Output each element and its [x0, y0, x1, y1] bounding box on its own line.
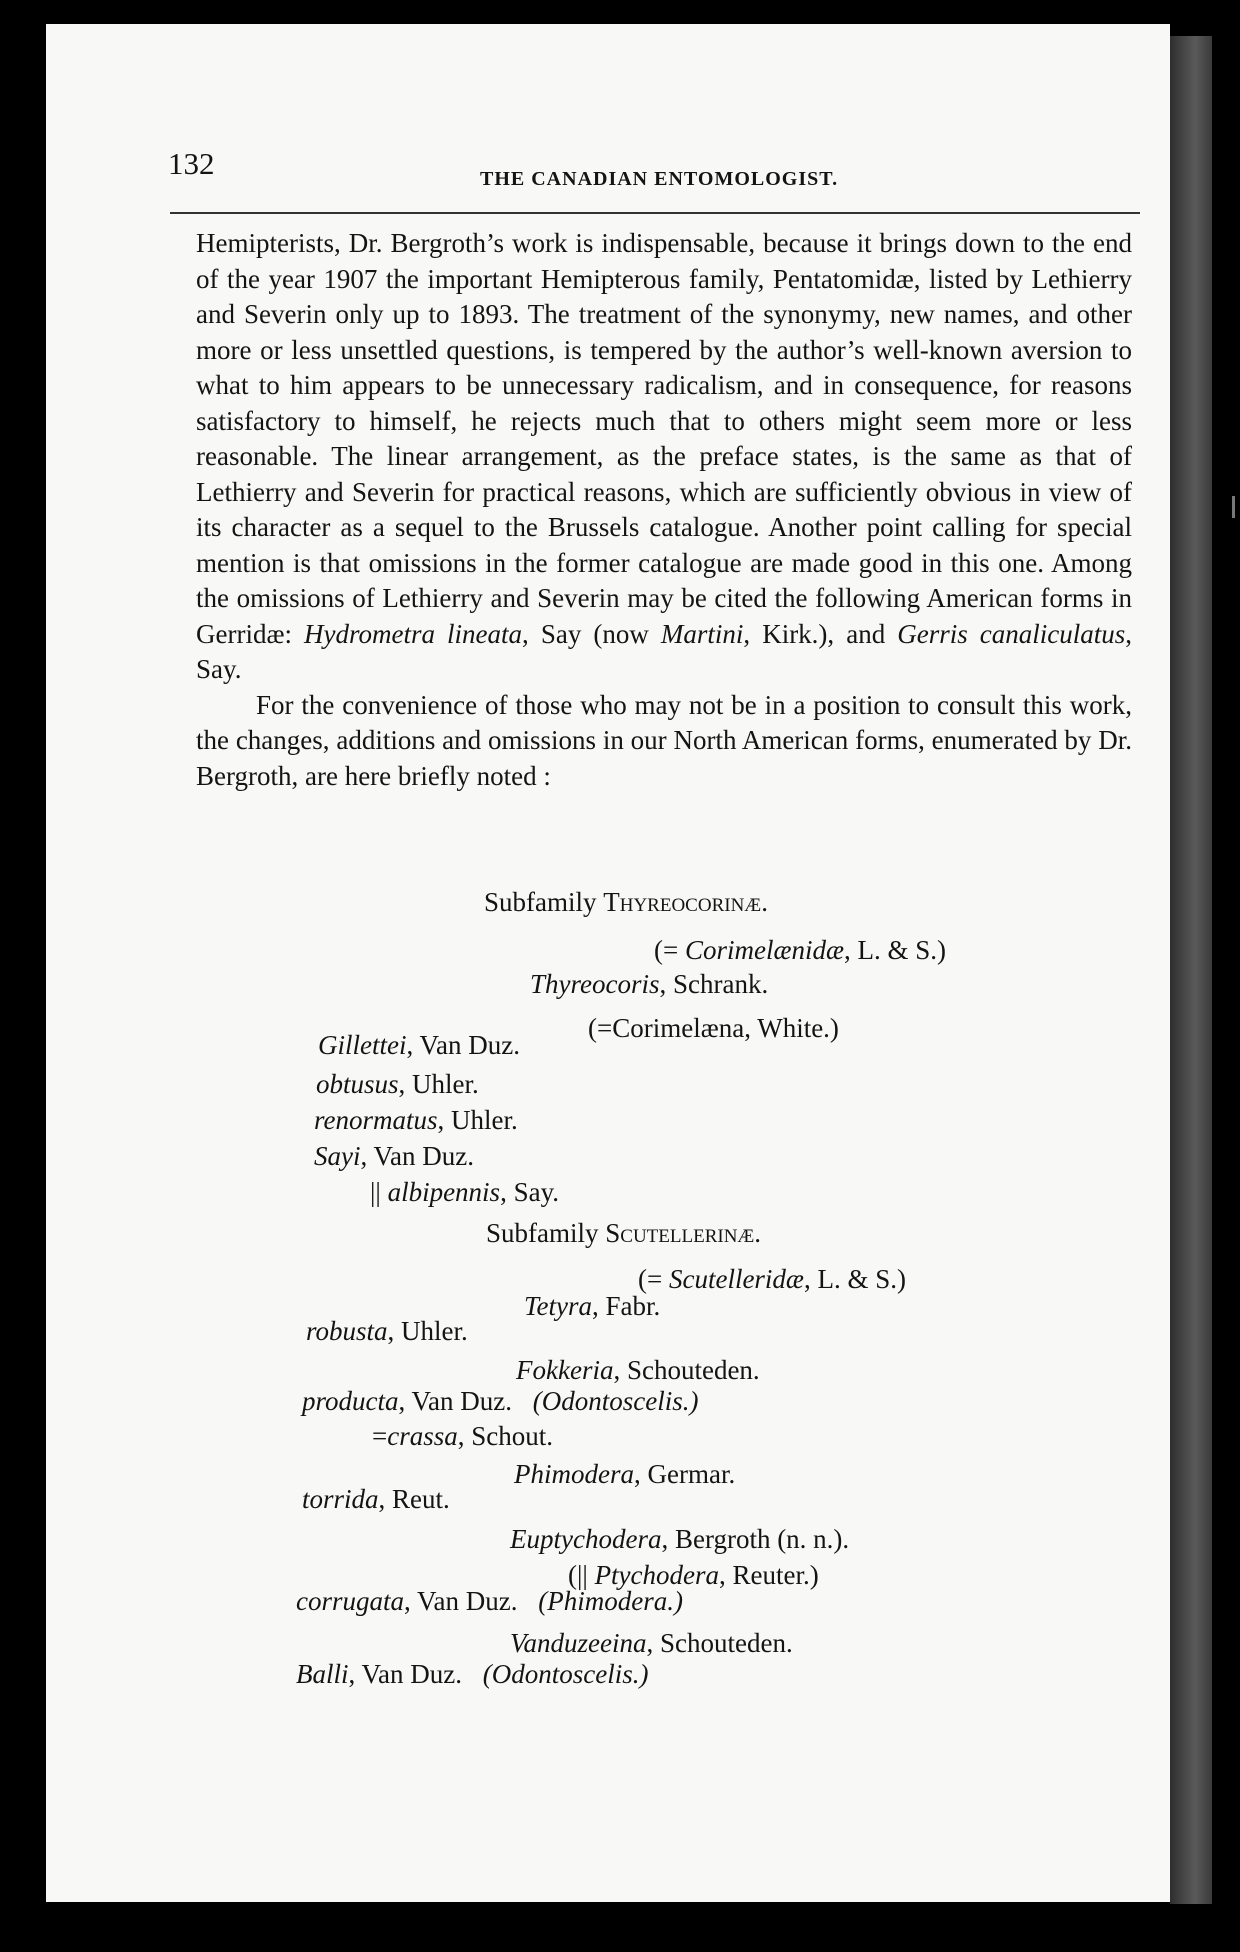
species-line: [314, 1141, 474, 1172]
genus-name: Fokkeria: [516, 1355, 614, 1385]
genus-line: [530, 969, 768, 1000]
species-name: obtusus: [316, 1069, 399, 1099]
species-name: corrugata: [296, 1586, 404, 1616]
taxon-martini: Martini: [660, 618, 744, 649]
species-author: , Van Duz.: [348, 1659, 462, 1689]
subfamily-name: Scutellerinæ.: [605, 1218, 762, 1248]
species-name: albipennis: [387, 1177, 501, 1207]
synonym-prefix: =: [372, 1421, 388, 1451]
species-author: , Van Duz.: [398, 1386, 512, 1416]
species-name: crassa: [387, 1421, 458, 1451]
synonym-line: (=Corimelæna, White.): [588, 1013, 839, 1043]
genus-name: Phimodera: [514, 1459, 634, 1489]
paragraph-1-text: Hemipterists, Dr. Bergroth’s work is indispensable, because it brings down to the end of the year 1907 the important Hemipterous family, Pentatomidæ, listed by Lethierry and Severin only up to 1893. The treatment of the synonymy, new names, and other more or less unsettled questions, is tempered by the author’s well-known aversion to what to him appears to be unnecessary radicalism, and in consequence, for reasons satisfactory to himself, he rejects much that to others might seem more or less reasonable. The linear arrangement, as the preface states, is the same as that of Lethierry and Severin for practical reasons, which are sufficiently obvious in view of its character as a sequel to the Brussels catalogue. Another point calling for special mention is that omissions in the former catalogue are made good in this one. Among the omissions of Lethierry and Severin may be cited the following American forms in Gerridæ:: [196, 228, 1132, 649]
genus-line: [510, 1628, 793, 1659]
species-name: producta: [302, 1386, 399, 1416]
genus-line: [524, 1291, 660, 1322]
species-line: [318, 1030, 520, 1061]
species-author: , Uhler.: [437, 1105, 518, 1135]
genus-name: Thyreocoris: [530, 969, 660, 999]
species-author: , Van Duz.: [404, 1586, 518, 1616]
genus-author: , Bergroth (n. n.).: [661, 1524, 850, 1554]
genus-line: [516, 1355, 760, 1386]
genus-author: , Fabr.: [592, 1291, 661, 1321]
synonym-open: (=: [638, 1264, 669, 1294]
subfamily-prefix: Subfamily: [486, 1218, 606, 1248]
genus-author: , Schouteden.: [613, 1355, 760, 1385]
subfamily-name: Thyreocorinæ.: [603, 887, 768, 917]
species-line: [296, 1586, 683, 1617]
species-name: Sayi: [314, 1141, 361, 1171]
preoccupied-mark: ||: [370, 1177, 388, 1207]
species-name: renormatus: [314, 1105, 438, 1135]
genus-author: , Schouteden.: [646, 1628, 793, 1658]
species-author: , Van Duz.: [406, 1030, 520, 1060]
paragraph-1-tail-1: , Say (now: [522, 618, 661, 649]
species-author: , Uhler.: [398, 1069, 479, 1099]
synonym-line: [654, 935, 946, 966]
species-name: Balli: [296, 1659, 349, 1689]
genus-line: [514, 1459, 735, 1490]
species-author: , Say.: [500, 1177, 560, 1207]
species-line: [302, 1484, 450, 1515]
genus-author: , Germar.: [633, 1459, 736, 1489]
species-note: (Odontoscelis.): [532, 1386, 699, 1416]
genus-name: Tetyra: [524, 1291, 593, 1321]
species-name: Gillettei: [318, 1030, 407, 1060]
species-line: [316, 1069, 479, 1100]
species-author: , Van Duz.: [360, 1141, 474, 1171]
subfamily-prefix: Subfamily: [484, 887, 604, 917]
taxon-hydrometra: Hydrometra lineata: [304, 618, 523, 649]
subfamily-heading: [486, 1218, 761, 1249]
synonym-name: Scutelleridæ: [668, 1264, 804, 1294]
species-author: , Schout.: [457, 1421, 554, 1451]
genus-line: [510, 1524, 849, 1555]
species-line: [370, 1177, 559, 1208]
page-number: 132: [168, 146, 215, 181]
paragraph-1-tail-2: , Kirk.), and: [743, 618, 898, 649]
species-line: [372, 1421, 553, 1452]
species-line: [306, 1316, 468, 1347]
species-author: , Uhler.: [387, 1316, 468, 1346]
species-line: [296, 1659, 648, 1690]
paragraph-1-tail-3: , Say.: [196, 618, 1133, 684]
synonym-open: (||: [568, 1560, 595, 1590]
synonym-close: , L. & S.): [803, 1264, 906, 1294]
subfamily-heading: [484, 887, 768, 918]
synonym-close: , Reuter.): [719, 1560, 819, 1590]
species-author: , Reut.: [378, 1484, 450, 1514]
species-note: (Phimodera.): [538, 1586, 683, 1616]
synonym-open: (=: [654, 935, 685, 965]
synonym-line: [638, 1264, 906, 1295]
synonym-close: , L. & S.): [844, 935, 947, 965]
species-note: (Odontoscelis.): [482, 1659, 649, 1689]
species-line: [314, 1105, 518, 1136]
taxon-gerris: Gerris canaliculatus: [897, 618, 1126, 649]
genus-name: Vanduzeeina: [510, 1628, 647, 1658]
synonym-name: Ptychodera: [594, 1560, 720, 1590]
genus-author: , Schrank.: [659, 969, 769, 999]
species-name: torrida: [302, 1484, 379, 1514]
species-line: [302, 1386, 698, 1417]
genus-name: Euptychodera: [510, 1524, 662, 1554]
running-title: THE CANADIAN ENTOMOLOGIST.: [480, 168, 839, 190]
synonym-name: Corimelænidæ: [684, 935, 844, 965]
species-name: robusta: [306, 1316, 388, 1346]
paragraph-2: For the convenience of those who may not be in a position to consult this work, the changes, additions and omissions in our North American forms, enumerated by Dr. Bergroth, are here briefly noted :: [196, 689, 1132, 791]
